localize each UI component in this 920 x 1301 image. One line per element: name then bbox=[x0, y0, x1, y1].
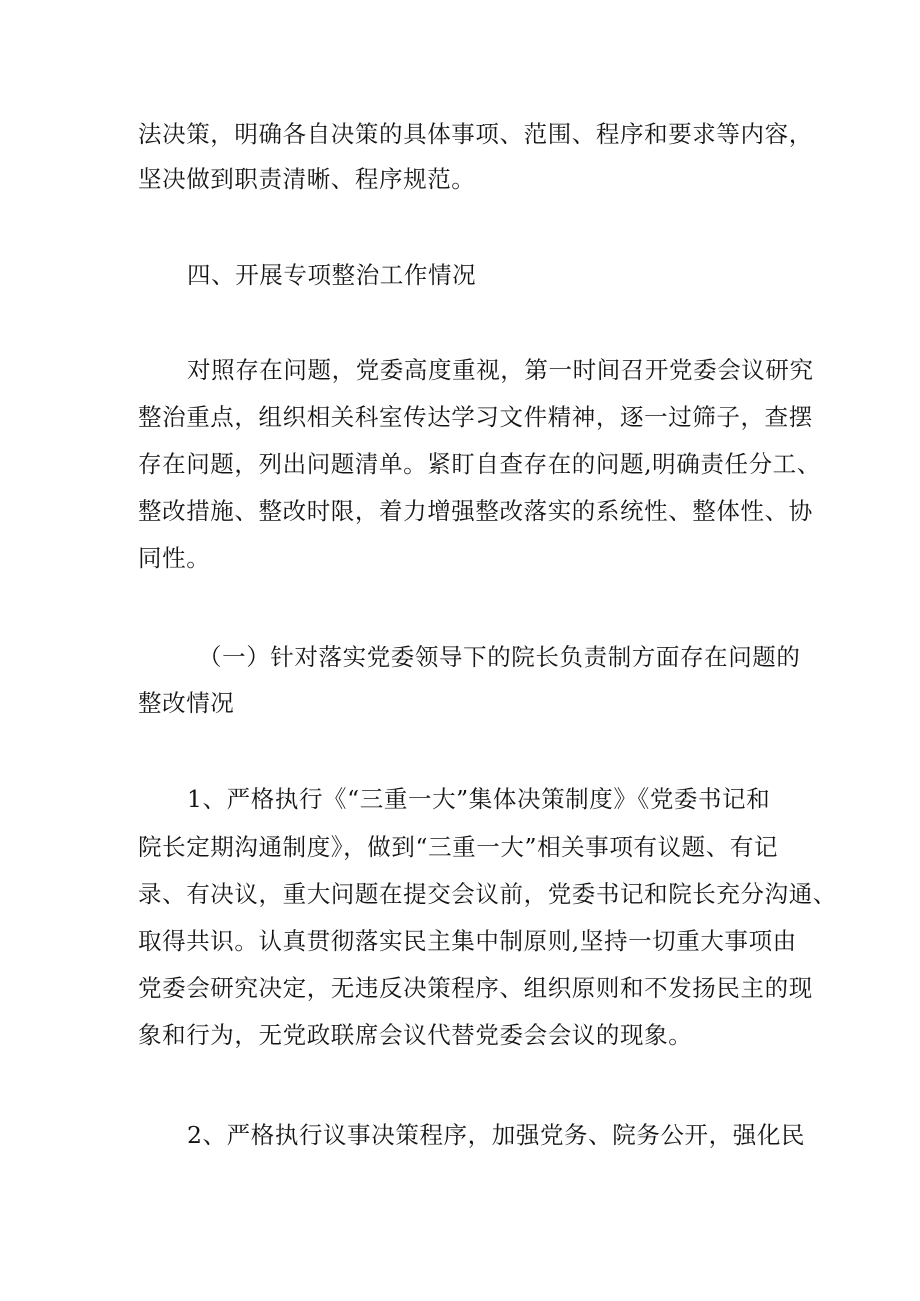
text-line: 坚决做到职责清晰、程序规范。 bbox=[138, 165, 476, 193]
text-line: 党委会研究决定，无违反决策程序、组织原则和不发扬民主的现 bbox=[138, 974, 813, 1002]
subsection-heading: （一）针对落实党委领导下的院长负责制方面存在问题的 bbox=[198, 643, 801, 671]
text-line: 2、严格执行议事决策程序，加强党务、院务公开，强化民 bbox=[187, 1121, 806, 1149]
text-line: 象和行为，无党政联席会议代替党委会会议的现象。 bbox=[138, 1021, 693, 1049]
text-line: 存在问题，列出问题清单。紧盯自查存在的问题,明确责任分工、 bbox=[138, 450, 821, 478]
text-line: 录、有决议，重大问题在提交会议前，党委书记和院长充分沟通、 bbox=[138, 880, 837, 908]
section-heading: 四、开展专项整治工作情况 bbox=[187, 261, 477, 289]
text-line: 法决策，明确各自决策的具体事项、范围、程序和要求等内容， bbox=[138, 120, 813, 148]
text-line: 取得共识。认真贯彻落实民主集中制原则,坚持一切重大事项由 bbox=[138, 927, 797, 955]
text-line: 对照存在问题，党委高度重视，第一时间召开党委会议研究 bbox=[187, 356, 814, 384]
text-line: 1、严格执行《“三重一大”集体决策制度》《党委书记和 bbox=[187, 785, 771, 813]
text-line: 院长定期沟通制度》，做到“三重一大”相关事项有议题、有记 bbox=[138, 833, 779, 861]
text-line: 同性。 bbox=[138, 544, 211, 572]
text-line: 整治重点，组织相关科室传达学习文件精神，逐一过筛子，查摆 bbox=[138, 403, 813, 431]
subsection-heading: 整改情况 bbox=[138, 689, 235, 717]
text-line: 整改措施、整改时限，着力增强整改落实的系统性、整体性、协 bbox=[138, 497, 813, 525]
